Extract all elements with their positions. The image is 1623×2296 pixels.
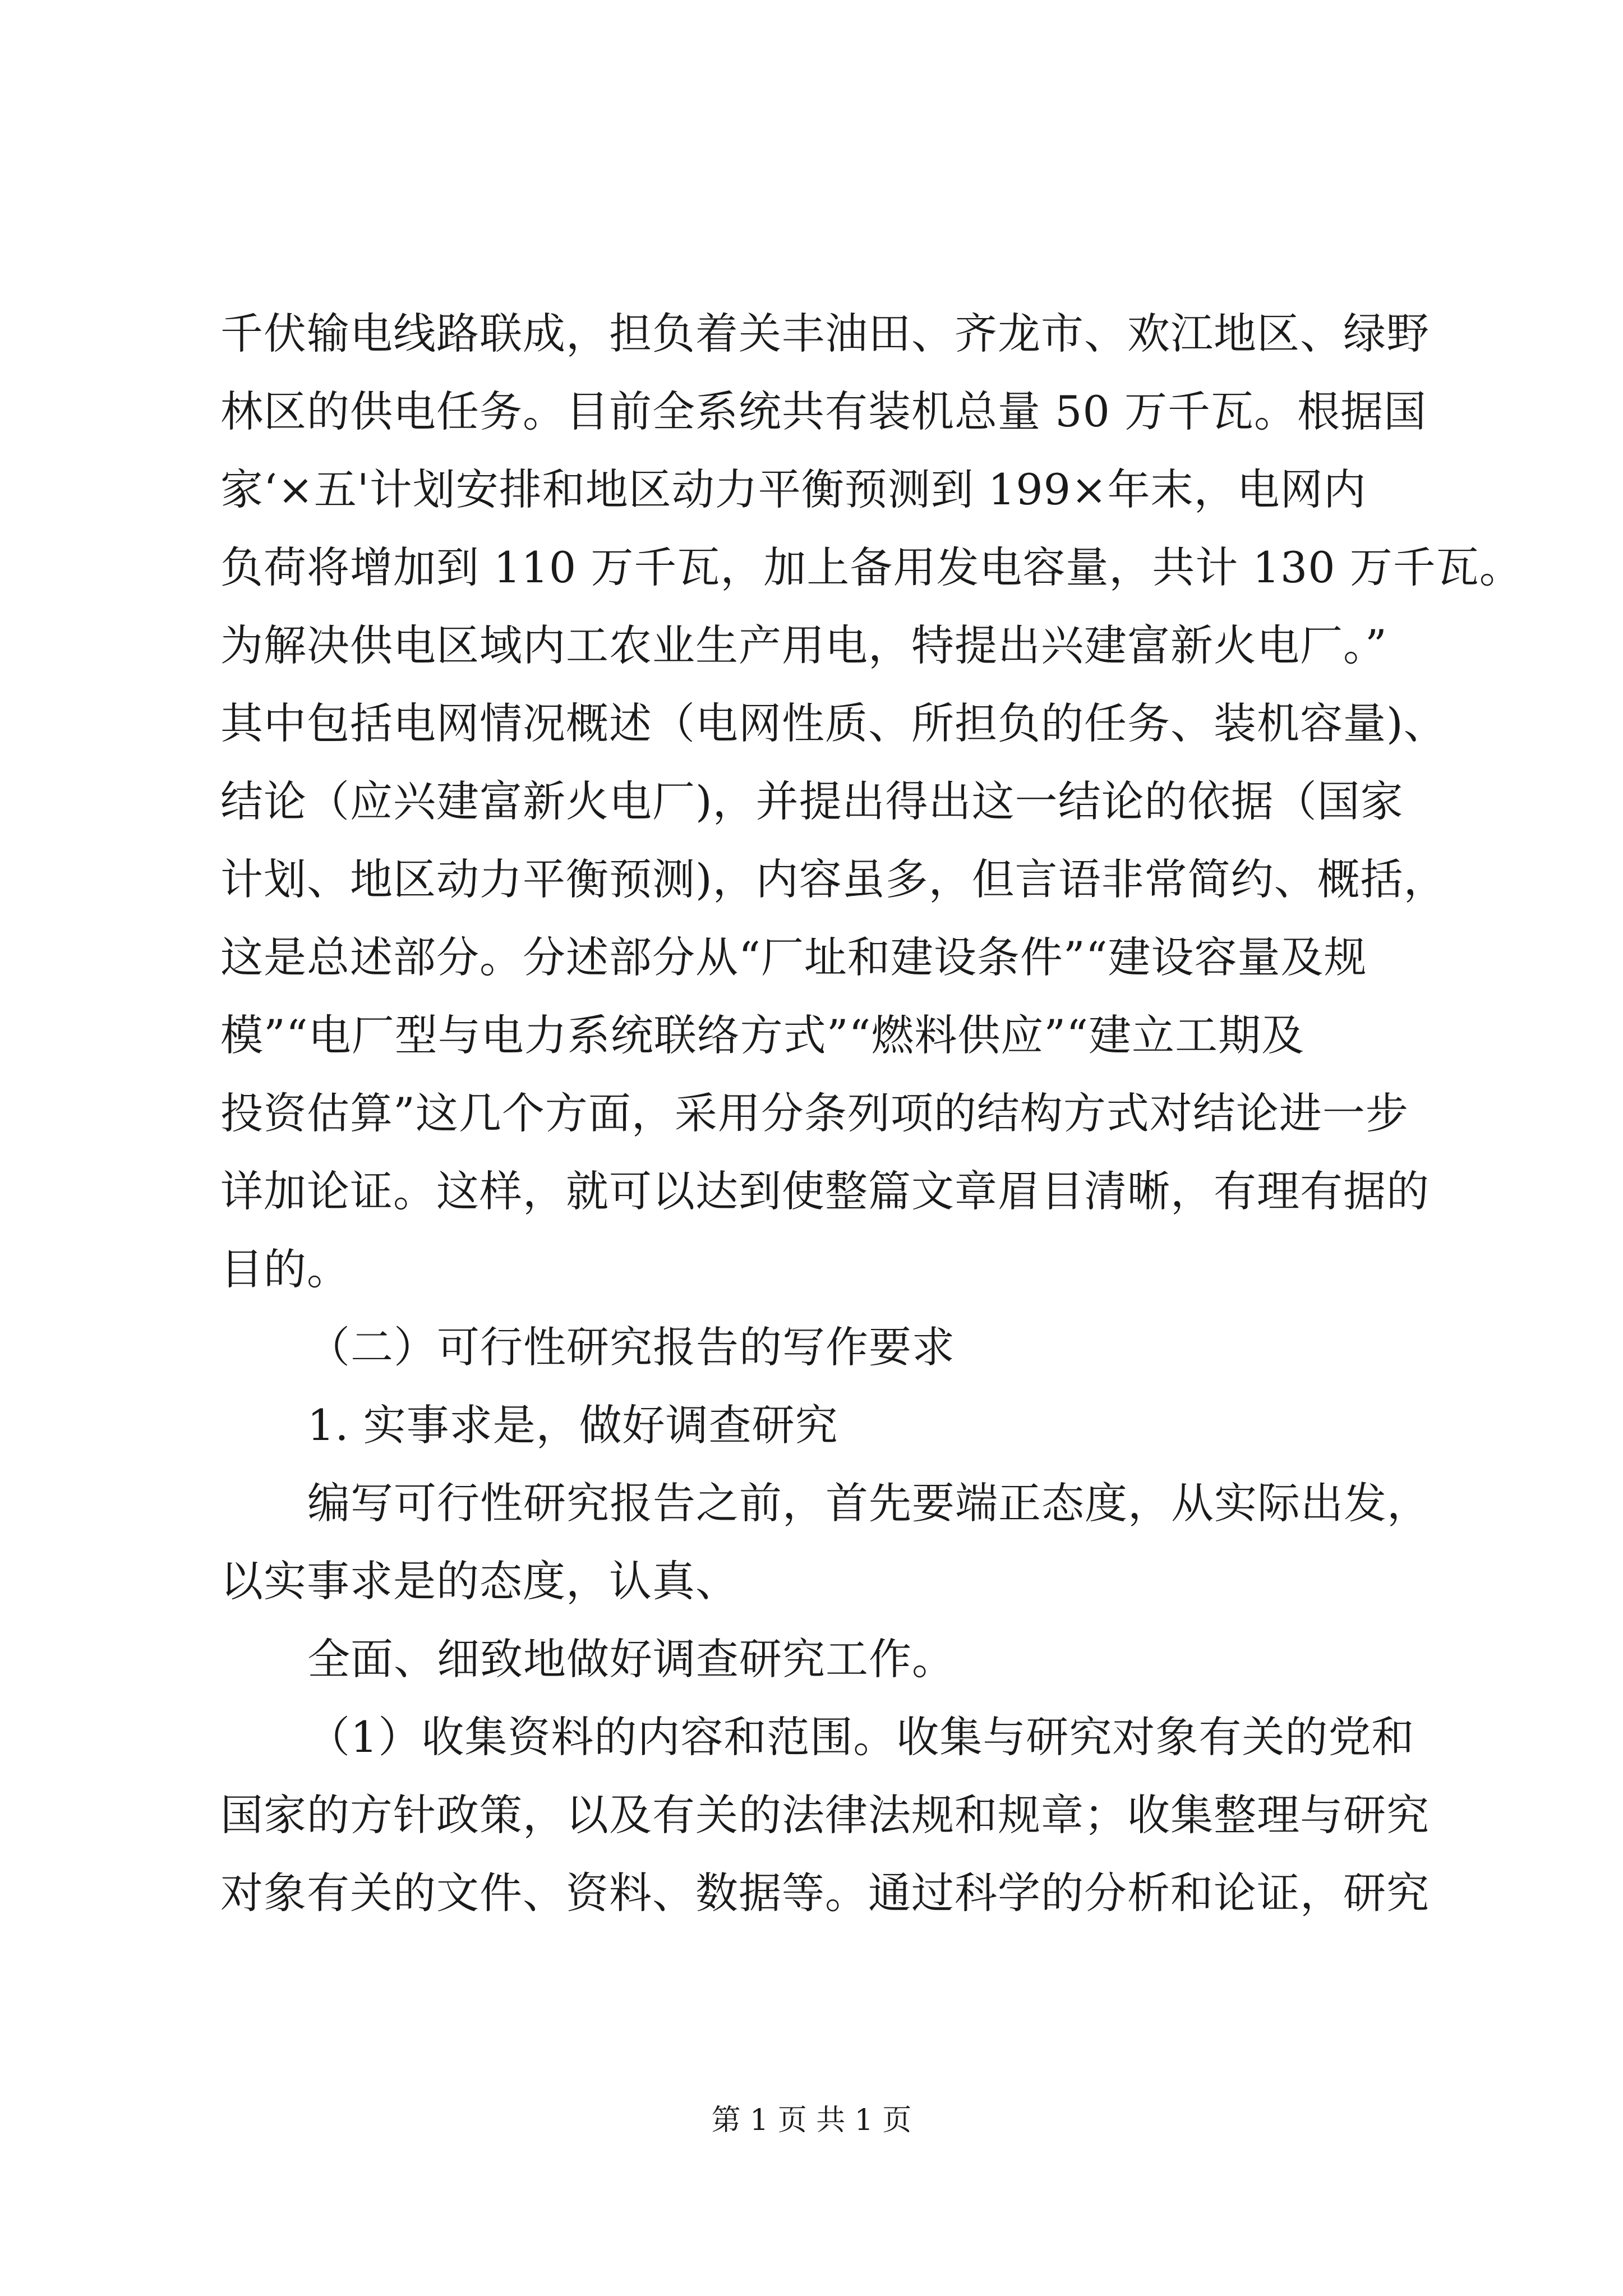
section-heading: （二）可行性研究报告的写作要求 <box>307 1322 955 1372</box>
text-line: 以实事求是的态度，认真、 <box>220 1556 739 1606</box>
text-line: 为解决供电区域内工农业生产用电，特提出兴建富新火电厂。” <box>220 620 1387 670</box>
text-line: 模”“电厂型与电力系统联络方式”“燃料供应”“建立工期及 <box>220 1010 1305 1060</box>
text-line: 国家的方针政策，以及有关的法律法规和规章；收集整理与研究 <box>220 1790 1430 1840</box>
page-footer: 第 1 页 共 1 页 <box>711 2104 912 2137</box>
text-line: 详加论证。这样，就可以达到使整篇文章眉目清晰，有理有据的 <box>220 1166 1430 1216</box>
text-line: 对象有关的文件、资料、数据等。通过科学的分析和论证，研究 <box>220 1868 1430 1918</box>
text-line: 编写可行性研究报告之前，首先要端正态度，从实际出发， <box>307 1478 1430 1528</box>
text-line: 千伏输电线路联成，担负着关丰油田、齐龙市、欢江地区、绿野 <box>220 309 1430 358</box>
text-line: 林区的供电任务。目前全系统共有装机总量 50 万千瓦。根据国 <box>220 386 1427 436</box>
text-line: 计划、地区动力平衡预测)，内容虽多，但言语非常简约、概括， <box>220 854 1447 904</box>
text-line: 家‘×五'计划安排和地区动力平衡预测到 199×年末，电网内 <box>220 464 1367 514</box>
text-line: 投资估算”这几个方面，采用分条列项的结构方式对结论进一步 <box>220 1088 1409 1138</box>
text-line: 负荷将增加到 110 万千瓦，加上备用发电容量，共计 130 万千瓦。 <box>220 542 1523 592</box>
text-line: 全面、细致地做好调查研究工作。 <box>307 1634 955 1684</box>
text-line: 其中包括电网情况概述（电网性质、所担负的任务、装机容量)、 <box>220 698 1447 748</box>
subsection-heading: 1. 实事求是，做好调查研究 <box>307 1400 838 1450</box>
text-line: 目的。 <box>220 1244 350 1294</box>
text-line: 结论（应兴建富新火电厂)，并提出得出这一结论的依据（国家 <box>220 776 1404 826</box>
text-line: （1）收集资料的内容和范围。收集与研究对象有关的党和 <box>307 1712 1415 1762</box>
text-line: 这是总述部分。分述部分从“厂址和建设条件”“建设容量及规 <box>220 932 1367 982</box>
